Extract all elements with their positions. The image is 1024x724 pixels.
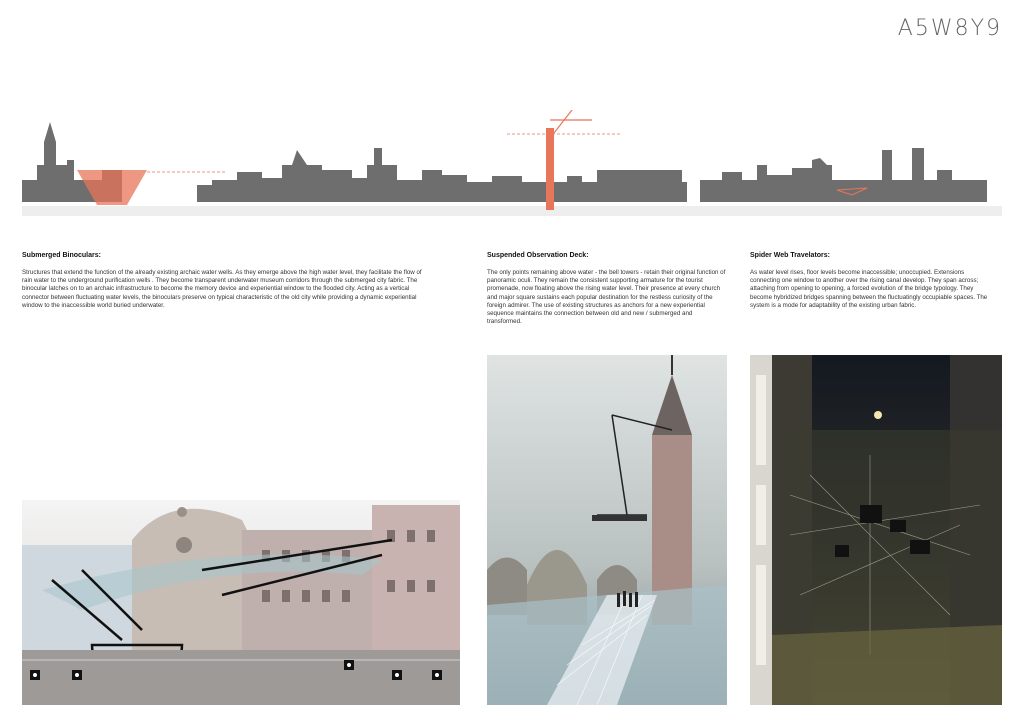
section-title: Spider Web Travelators: (750, 252, 831, 259)
section-body: As water level rises, floor levels become inaccessible; unoccupied. Extensions connecting one window to another over the rising canal develop. They span across; attaching from opening to opening, a forced evolution of the bridge typology. They become hybridized bridges spanning between the fluctuatingly occupiable spaces. The system is a mode for adaptability of the existing urban fabric. (750, 269, 988, 309)
skyline-elevation (22, 110, 1002, 220)
binoculars-illustration (22, 500, 460, 705)
section-title: Suspended Observation Deck: (487, 252, 589, 259)
observation-deck-illustration (487, 355, 727, 705)
spider-web-illustration (750, 355, 1002, 705)
section-spider-web-travelators (750, 252, 990, 310)
project-code: A5W8Y9 (897, 16, 1002, 41)
section-title: Submerged Binoculars: (22, 252, 101, 259)
section-body: The only points remaining above water - the bell towers - retain their original function of panoramic oculi. They remain the consistent supporting armature for the tourist promenade, now floating above the rising water level. Their presence at every church and major square sustains each popular destination for the restless curiosity of the foreign admirer. The use of existing structures as anchors for a new experiential sequence maintains the connection between old and new / submerged and transformed. (487, 269, 726, 326)
section-submerged-binoculars (22, 252, 422, 310)
section-body: Structures that extend the function of the already existing archaic water wells. As they emerge above the high water level, they facilitate the flow of rain water to the underground purification wells . They become transparent underwater museum corridors through the submerged city fabric. The binocular latches on to an archaic infrastructure to become the memory device and experiential window to the flooded city. Acting as a vertical connector between fluctuating water levels, the binoculars preserve on typical characteristic of the old city while providing a dynamic experiential window to the inaccessible world buried underwater. (22, 269, 422, 309)
section-suspended-observation-deck (487, 252, 727, 326)
